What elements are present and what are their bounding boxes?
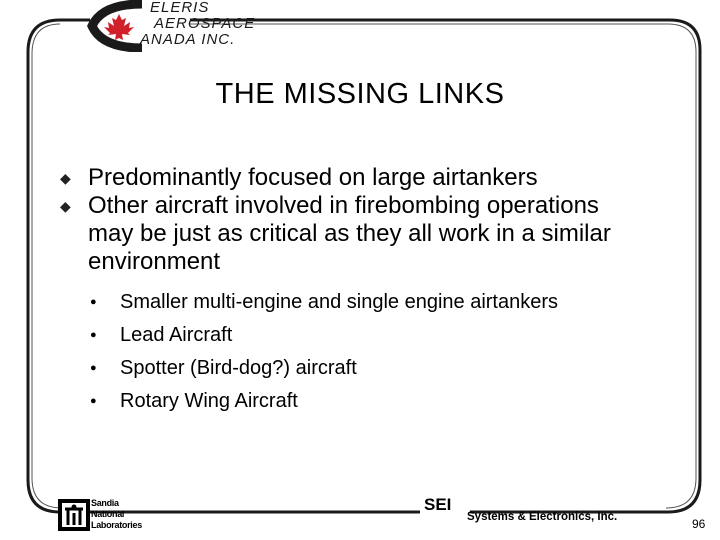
maple-leaf-icon <box>104 14 134 40</box>
slide-title: THE MISSING LINKS <box>215 78 505 110</box>
logo-line-3: ANADA INC. <box>140 31 236 48</box>
sub-bullet-item <box>60 290 680 314</box>
logo-wordmark <box>140 0 256 48</box>
sub-bullet-text: Lead Aircraft <box>120 324 233 346</box>
circle-bullet-icon: ● <box>90 296 97 308</box>
circle-bullet-icon: ● <box>90 329 97 341</box>
logo-line-2: AEROSPACE <box>154 15 256 32</box>
sandia-wordmark <box>91 498 142 531</box>
sub-bullet-item <box>60 356 680 380</box>
bullet-item <box>60 164 680 192</box>
page-number: 96 <box>692 517 706 531</box>
bullet-item <box>60 192 648 276</box>
diamond-bullet-icon: ◆ <box>60 170 71 186</box>
sub-bullet-item <box>60 323 680 347</box>
bullet-text: Other aircraft involved in firebombing operations may be just as critical as they all work in a similar environment <box>88 192 611 275</box>
diamond-bullet-icon: ◆ <box>60 198 71 214</box>
circle-bullet-icon: ● <box>90 395 97 407</box>
sandia-line-3: Laboratories <box>91 520 142 530</box>
sub-bullet-item <box>60 389 680 413</box>
sei-logo: SEI <box>424 495 452 514</box>
sandia-line-2: National <box>91 509 125 519</box>
sandia-line-1: Sandia <box>91 498 119 508</box>
sub-bullet-text: Spotter (Bird-dog?) aircraft <box>120 357 357 379</box>
bullet-text: Predominantly focused on large airtankers <box>88 164 538 191</box>
sub-bullet-text: Smaller multi-engine and single engine airtankers <box>120 291 559 313</box>
bullet-list <box>60 164 680 413</box>
circle-bullet-icon: ● <box>90 362 97 374</box>
sei-company-name: Systems & Electronics, Inc. <box>467 511 618 523</box>
sub-bullet-text: Rotary Wing Aircraft <box>120 390 298 412</box>
logo-line-1: ELERIS <box>150 0 210 16</box>
